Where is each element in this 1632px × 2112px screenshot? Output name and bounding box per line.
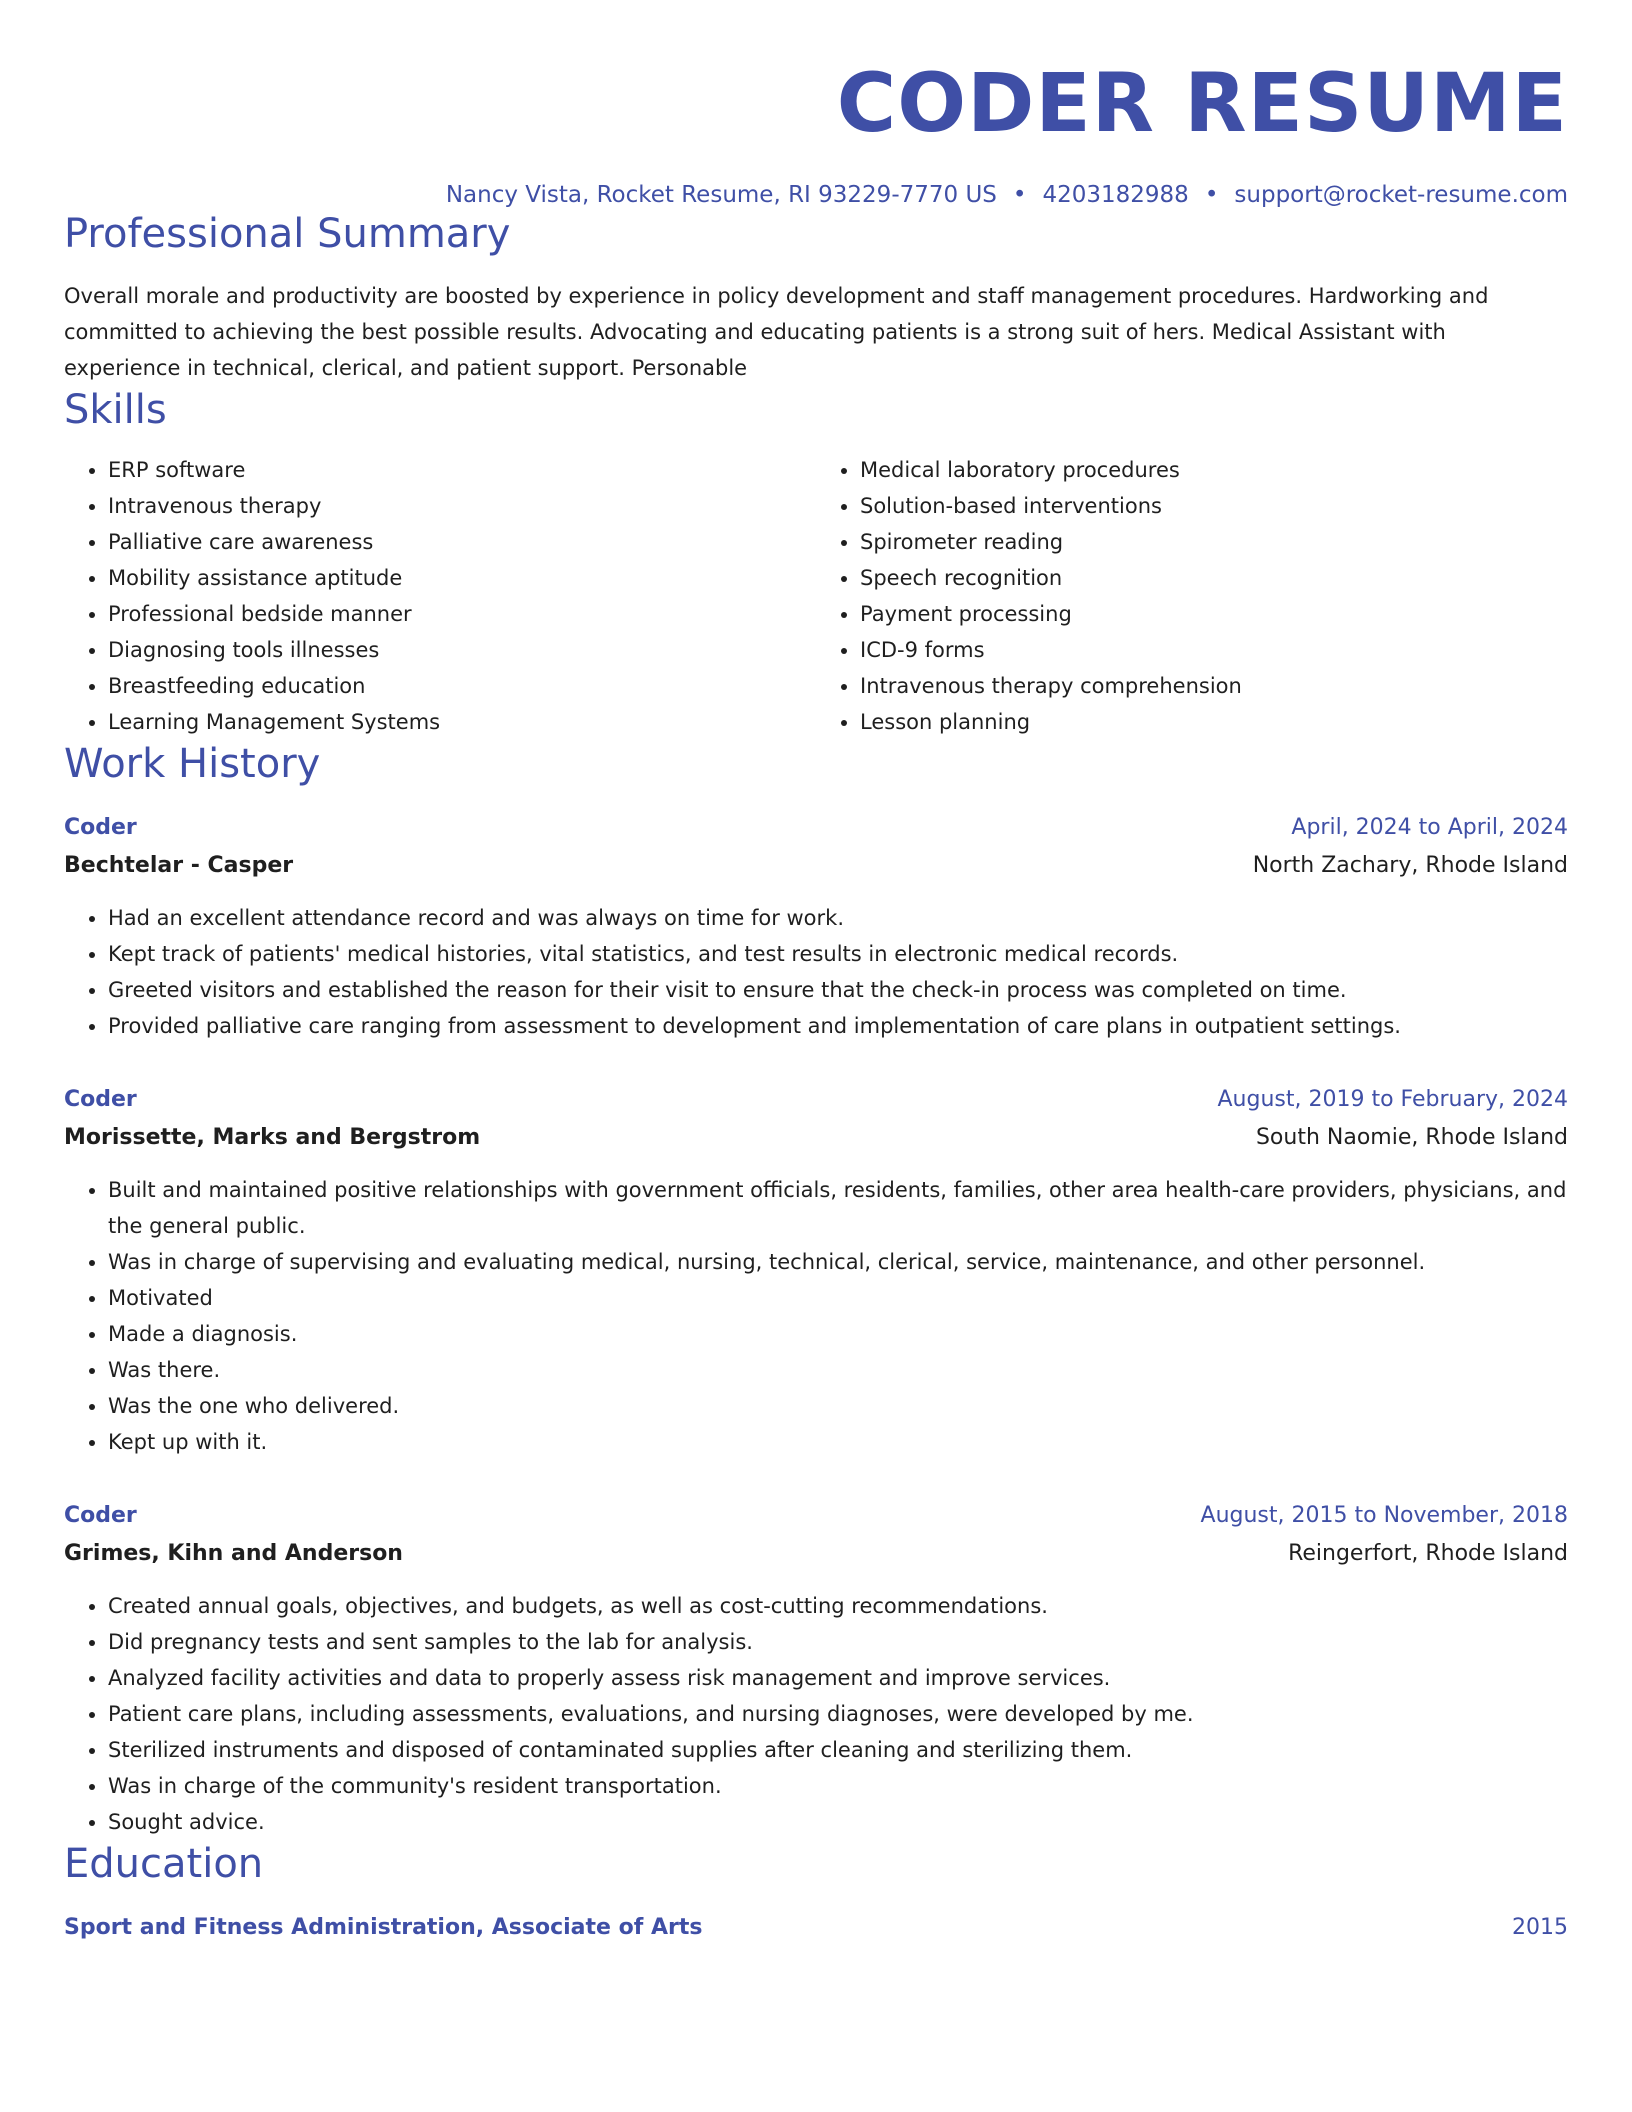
skill-item: • Diagnosing tools illnesses [108, 632, 816, 668]
job-bullet: • Greeted visitors and established the reason for their visit to ensure that the check-in process was completed on time. [108, 972, 1568, 1008]
skill-item: • ERP software [108, 452, 816, 488]
job-bullet: • Made a diagnosis. [108, 1316, 1568, 1352]
job-company-row [64, 1534, 1568, 1574]
job-location: South Naomie, Rhode Island [1255, 1125, 1568, 1150]
job-location: Reingerfort, Rhode Island [1288, 1541, 1568, 1566]
job-bullet: • Patient care plans, including assessments, evaluations, and nursing diagnoses, were developed by me. [108, 1696, 1568, 1732]
job-bullet: • Built and maintained positive relationships with government officials, residents, families, other area health-care providers, physicians, and the general public. [108, 1172, 1568, 1244]
resume-header [64, 0, 1568, 210]
job-bullet: • Was in charge of supervising and evaluating medical, nursing, technical, clerical, service, maintenance, and other personnel. [108, 1244, 1568, 1280]
job-dates: August, 2015 to November, 2018 [1200, 1503, 1568, 1528]
job-header-row [64, 810, 1568, 846]
skill-item: • Medical laboratory procedures [860, 452, 1568, 488]
skill-item: • Payment processing [860, 596, 1568, 632]
job-entry [64, 810, 1568, 1044]
skill-item: • Professional bedside manner [108, 596, 816, 632]
job-bullet: • Kept up with it. [108, 1424, 1568, 1460]
skill-item: • Learning Management Systems [108, 704, 816, 740]
contact-separator: • [1012, 182, 1027, 208]
job-entry [64, 1082, 1568, 1460]
job-bullet: • Had an excellent attendance record and was always on time for work. [108, 900, 1568, 936]
job-bullets [64, 1172, 1568, 1460]
skill-item: • Speech recognition [860, 560, 1568, 596]
education-year: 2015 [1512, 1915, 1568, 1940]
skill-item: • Palliative care awareness [108, 524, 816, 560]
resume-name: CODER RESUME [836, 57, 1568, 151]
job-bullet: • Created annual goals, objectives, and budgets, as well as cost-cutting recommendations. [108, 1588, 1568, 1624]
job-bullet: • Analyzed facility activities and data to properly assess risk management and improve services. [108, 1660, 1568, 1696]
contact-phone: 4203182988 [1042, 182, 1189, 208]
job-company: Bechtelar - Casper [64, 853, 294, 878]
job-company: Morissette, Marks and Bergstrom [64, 1125, 481, 1150]
summary-text: Overall morale and productivity are boosted by experience in policy development and staff management procedures. Hardworking and committed to achieving the best possible results. Advocating and educating patients is a strong suit of hers. Medical Assistant with experience in technical, clerical, and patient support. Personable [64, 284, 1489, 380]
job-header-row [64, 1082, 1568, 1118]
job-bullets [64, 900, 1568, 1044]
skill-item: • Spirometer reading [860, 524, 1568, 560]
contact-address: Nancy Vista, Rocket Resume, RI 93229-7770 US [445, 182, 997, 208]
job-title: Coder [64, 1087, 137, 1112]
skill-item: • Intravenous therapy [108, 488, 816, 524]
skills-grid [64, 452, 1568, 740]
contact-line [64, 180, 1568, 210]
skills-column-right [816, 452, 1568, 740]
job-company-row [64, 846, 1568, 886]
contact-email: support@rocket-resume.com [1234, 182, 1568, 208]
education-entry [64, 1910, 1568, 1946]
education-heading: Education [64, 1841, 264, 1887]
job-company-row [64, 1118, 1568, 1158]
contact-separator: • [1204, 182, 1219, 208]
job-bullet: • Kept track of patients' medical histories, vital statistics, and test results in electronic medical records. [108, 936, 1568, 972]
work-history-heading: Work History [64, 741, 321, 787]
job-header-row [64, 1498, 1568, 1534]
skill-item: • ICD-9 forms [860, 632, 1568, 668]
job-dates: August, 2019 to February, 2024 [1217, 1087, 1568, 1112]
job-bullet: • Was there. [108, 1352, 1568, 1388]
skill-item: • Breastfeeding education [108, 668, 816, 704]
job-dates: April, 2024 to April, 2024 [1291, 815, 1568, 840]
job-bullet: • Motivated [108, 1280, 1568, 1316]
job-bullets [64, 1588, 1568, 1840]
job-bullet: • Sought advice. [108, 1804, 1568, 1840]
job-company: Grimes, Kihn and Anderson [64, 1541, 403, 1566]
job-bullet: • Was in charge of the community's resident transportation. [108, 1768, 1568, 1804]
summary-heading: Professional Summary [64, 211, 511, 257]
skill-item: • Intravenous therapy comprehension [860, 668, 1568, 704]
job-bullet: • Did pregnancy tests and sent samples to the lab for analysis. [108, 1624, 1568, 1660]
job-title: Coder [64, 815, 137, 840]
job-entry [64, 1498, 1568, 1840]
job-bullet: • Provided palliative care ranging from assessment to development and implementation of care plans in outpatient settings. [108, 1008, 1568, 1044]
skill-item: • Lesson planning [860, 704, 1568, 740]
job-bullet: • Was the one who delivered. [108, 1388, 1568, 1424]
skill-item: • Mobility assistance aptitude [108, 560, 816, 596]
skills-heading: Skills [64, 387, 167, 433]
skills-column-left [64, 452, 816, 740]
job-title: Coder [64, 1503, 137, 1528]
education-degree: Sport and Fitness Administration, Associate of Arts [64, 1915, 703, 1940]
job-bullet: • Sterilized instruments and disposed of contaminated supplies after cleaning and sterilizing them. [108, 1732, 1568, 1768]
job-location: North Zachary, Rhode Island [1252, 853, 1568, 878]
skill-item: • Solution-based interventions [860, 488, 1568, 524]
